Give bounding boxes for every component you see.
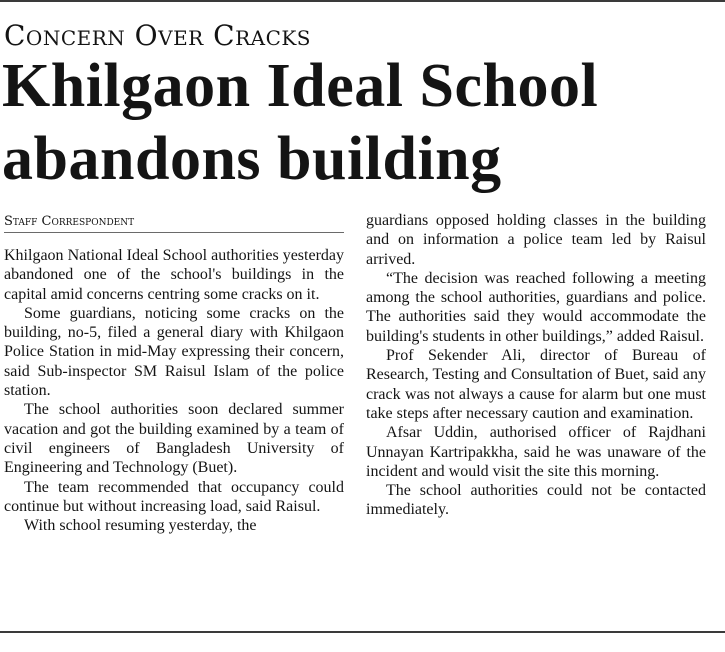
article-column-right <box>366 211 706 520</box>
paragraph: The school authorities could not be contacted immediately. <box>366 482 706 519</box>
headline-line-2: abandons building <box>2 125 502 193</box>
byline-rule <box>4 232 344 233</box>
paragraph: With school resuming yesterday, the <box>24 517 257 535</box>
byline: Staff Correspondent <box>4 214 135 229</box>
headline-line-1: Khilgaon Ideal School <box>2 52 599 120</box>
paragraph: Some guardians, noticing some cracks on the building, no-5, filed a general diary with Khilgaon Police Station in mid-May expressing their concern, said Sub-inspector SM Raisul Islam of the police station. <box>4 304 344 400</box>
headline <box>2 50 598 196</box>
kicker: Concern Over Cracks <box>4 19 312 52</box>
paragraph: The team recommended that occupancy could continue but without increasing load, said Raisul. <box>4 478 344 515</box>
article-column-left <box>4 246 344 535</box>
top-rule <box>0 0 725 2</box>
paragraph: “The decision was reached following a meeting among the school authorities, guardians and police. The authorities said they would accommodate the building's students in other buildings,” added Raisul. <box>366 269 706 345</box>
paragraph: Prof Sekender Ali, director of Bureau of Research, Testing and Consultation of Buet, said any crack was not always a cause for alarm but one must take steps after necessary caution and examination. <box>366 347 706 422</box>
paragraph: Afsar Uddin, authorised officer of Rajdhani Unnayan Kartripakkha, said he was unaware of the incident and would visit the site this morning. <box>366 424 706 480</box>
paragraph: guardians opposed holding classes in the building and on information a police team led by Raisul arrived. <box>366 212 706 268</box>
bottom-rule <box>0 631 725 633</box>
paragraph: The school authorities soon declared summer vacation and got the building examined by a team of civil engineers of Bangladesh University of Engineering and Technology (Buet). <box>4 401 344 477</box>
paragraph: Khilgaon National Ideal School authorities yesterday abandoned one of the school's buildings in the capital amid concerns centring some cracks on it. <box>4 247 344 303</box>
